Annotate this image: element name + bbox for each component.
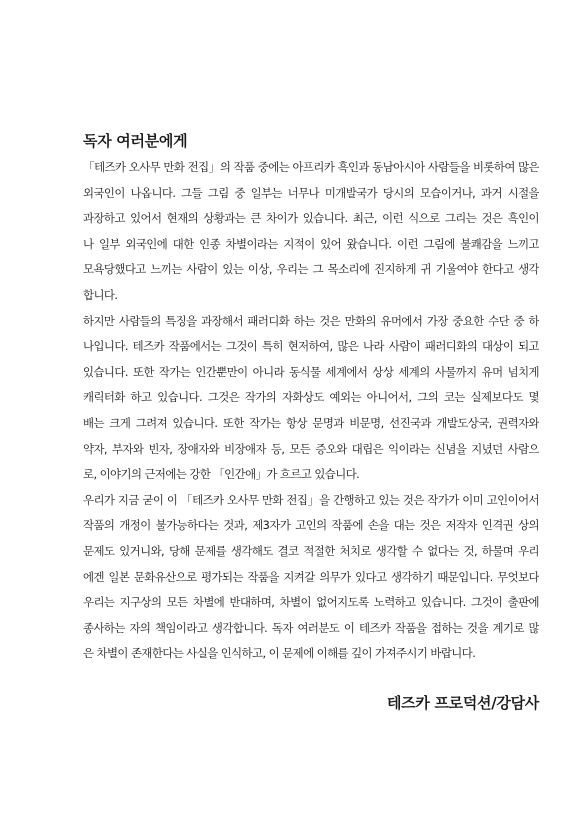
paragraph-line: 하지만 사람들의 특징을 과장해서 패러디화 하는 것은 만화의 유머에서 가장 중요한 수단 중 하 bbox=[83, 313, 539, 328]
paragraph-line: 우리가 지금 굳이 이 「테즈카 오사무 만화 전집」을 간행하고 있는 것은 작가가 이미 고인이어서 bbox=[83, 492, 539, 507]
paragraph-line: 나 일부 외국인에 대한 인종 차별이라는 지적이 있어 왔습니다. 이런 그림에 불쾌감을 느끼고 bbox=[83, 236, 539, 251]
document-signature: 테즈카 프로덕션/강담사 bbox=[386, 694, 539, 712]
paragraph-line: 에겐 일본 문화유산으로 평가되는 작품을 지켜갈 의무가 있다고 생각하기 때문입니다. 무엇보다 bbox=[83, 569, 539, 584]
paragraph-line: 문제도 있거니와, 당해 문제를 생각해도 결코 적절한 처치로 생각할 수 없다는 것, 하물며 우리 bbox=[83, 543, 539, 558]
paragraph-line: 「테즈카 오사무 만화 전집」의 작품 중에는 아프리카 흑인과 동남아시아 사람들을 비롯하여 많은 bbox=[83, 160, 539, 174]
paragraph-line: 약자, 부자와 빈자, 장애자와 비장애자 등, 모든 증오와 대립은 익이라는 신념을 지녔던 사람으 bbox=[83, 441, 539, 456]
paragraph-line: 있습니다. 또한 작가는 인간뿐만이 아니라 동식물 세계에서 상상 세계의 사물까지 유머 넘치게 bbox=[83, 364, 539, 379]
document-title: 독자 여러분에게 bbox=[83, 132, 188, 150]
paragraph-line: 우리는 지구상의 모든 차별에 반대하며, 차별이 없어지도록 노력하고 있습니다. 그것이 출판에 bbox=[83, 595, 539, 610]
paragraph-line: 합니다. bbox=[83, 287, 118, 302]
paragraph-line: 종사하는 자의 책임이라고 생각합니다. 독자 여러분도 이 테즈카 작품을 접하는 것을 계기로 많 bbox=[83, 620, 539, 635]
paragraph-line: 배는 크게 그려져 있습니다. 또한 작가는 항상 문명과 비문명, 선진국과 개발도상국, 권력자와 bbox=[83, 415, 539, 430]
paragraph-line: 과장하고 있어서 현재의 상황과는 큰 차이가 있습니다. 최근, 이런 식으로 그리는 것은 흑인이 bbox=[83, 211, 539, 226]
paragraph bbox=[83, 155, 539, 309]
document-body bbox=[83, 131, 539, 667]
paragraph bbox=[83, 488, 539, 667]
paragraph-line: 은 차별이 존재한다는 사실을 인식하고, 이 문제에 이해를 깊이 가져주시기 바랍니다. bbox=[83, 646, 476, 661]
paragraph-line: 외국인이 나옵니다. 그들 그림 중 일부는 너무나 미개발국가 당시의 모습이거나, 과거 시절을 bbox=[83, 185, 539, 200]
paragraph-line: 로, 이야기의 근저에는 강한 「인간애」가 흐르고 있습니다. bbox=[83, 467, 360, 482]
paragraph-line: 모욕당했다고 느끼는 사람이 있는 이상, 우리는 그 목소리에 진지하게 귀 기울여야 한다고 생각 bbox=[83, 262, 539, 277]
document-paragraphs bbox=[83, 155, 539, 667]
paragraph bbox=[83, 309, 539, 488]
paragraph-line: 나입니다. 테즈카 작품에서는 그것이 특히 현저하여, 많은 나라 사람이 패러디화의 대상이 되고 bbox=[83, 339, 539, 354]
paragraph-line: 캐릭터화 하고 있습니다. 그것은 작가의 자화상도 예외는 아니어서, 그의 코는 실제보다도 몇 bbox=[83, 390, 539, 405]
paragraph-line: 작품의 개정이 불가능하다는 것과, 제3자가 고인의 작품에 손을 대는 것은 저작자 인격권 상의 bbox=[83, 518, 539, 533]
